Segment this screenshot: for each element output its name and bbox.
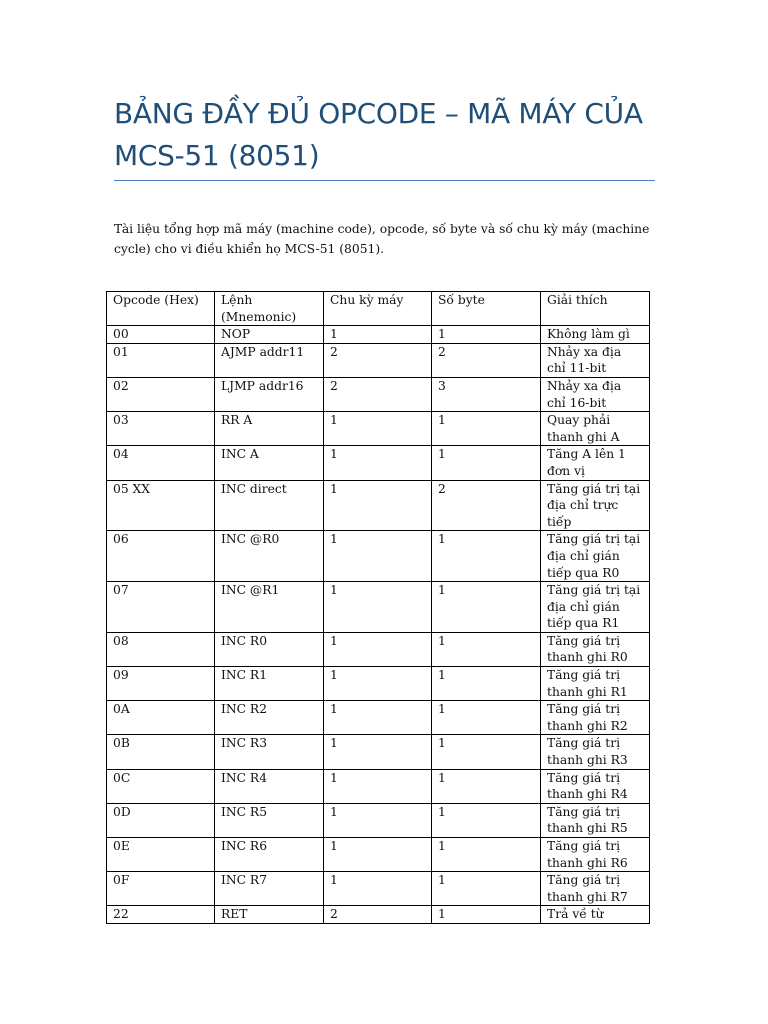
description-cell: Quay phải thanh ghi A [541,412,650,446]
opcode-cell: 03 [107,412,215,446]
opcode-cell: 05 XX [107,480,215,531]
bytes-cell: 1 [432,531,541,582]
description-cell: Tăng giá trị tại địa chỉ gián tiếp qua R1 [541,582,650,633]
cycles-cell: 1 [324,412,432,446]
description-cell: Tăng giá trị thanh ghi R7 [541,872,650,906]
cycles-cell: 2 [324,906,432,924]
mnemonic-cell: LJMP addr16 [215,377,324,411]
cycles-cell: 1 [324,838,432,872]
bytes-cell: 2 [432,480,541,531]
bytes-cell: 1 [432,701,541,735]
opcode-cell: 0C [107,769,215,803]
mnemonic-cell: INC A [215,446,324,480]
description-cell: Tăng giá trị thanh ghi R6 [541,838,650,872]
description-cell: Tăng giá trị thanh ghi R5 [541,803,650,837]
description-cell: Tăng giá trị thanh ghi R1 [541,667,650,701]
opcode-cell: 01 [107,343,215,377]
table-row [107,326,650,344]
table-row [107,446,650,480]
cycles-cell: 1 [324,480,432,531]
description-cell: Tăng A lên 1 đơn vị [541,446,650,480]
opcode-cell: 0B [107,735,215,769]
description-cell: Tăng giá trị thanh ghi R2 [541,701,650,735]
page-title: BẢNG ĐẦY ĐỦ OPCODE – MÃ MÁY CỦA MCS-51 (8051) [114,97,643,172]
cycles-cell: 1 [324,769,432,803]
mnemonic-cell: INC R5 [215,803,324,837]
description-cell: Tăng giá trị thanh ghi R4 [541,769,650,803]
opcode-cell: 00 [107,326,215,344]
bytes-cell: 1 [432,803,541,837]
description-cell: Không làm gì [541,326,650,344]
table-row [107,412,650,446]
description-cell: Nhảy xa địa chỉ 16-bit [541,377,650,411]
bytes-cell: 1 [432,582,541,633]
intro-paragraph: Tài liệu tổng hợp mã máy (machine code), opcode, số byte và số chu kỳ máy (machine cycle) cho vi điều khiển họ MCS-51 (8051). [114,222,650,256]
description-cell: Tăng giá trị thanh ghi R0 [541,632,650,666]
description-cell: Nhảy xa địa chỉ 11-bit [541,343,650,377]
description-cell: Tăng giá trị thanh ghi R3 [541,735,650,769]
cycles-cell: 2 [324,343,432,377]
table-row [107,701,650,735]
table-row [107,906,650,924]
description-cell: Trả về từ [541,906,650,924]
bytes-cell: 2 [432,343,541,377]
cycles-cell: 1 [324,582,432,633]
table-row [107,838,650,872]
mnemonic-cell: INC R4 [215,769,324,803]
description-cell: Tăng giá trị tại địa chỉ trực tiếp [541,480,650,531]
mnemonic-cell: INC R7 [215,872,324,906]
opcode-cell: 04 [107,446,215,480]
bytes-cell: 1 [432,838,541,872]
table-row [107,343,650,377]
cycles-cell: 1 [324,872,432,906]
cycles-cell: 1 [324,531,432,582]
opcode-cell: 0D [107,803,215,837]
bytes-cell: 1 [432,446,541,480]
table-row [107,582,650,633]
opcode-cell: 0E [107,838,215,872]
mnemonic-cell: RET [215,906,324,924]
table-row [107,769,650,803]
mnemonic-cell: INC R3 [215,735,324,769]
mnemonic-cell: INC R2 [215,701,324,735]
mnemonic-cell: INC R1 [215,667,324,701]
cycles-cell: 1 [324,446,432,480]
table-row [107,480,650,531]
opcode-table-body [107,326,650,924]
bytes-cell: 1 [432,906,541,924]
bytes-cell: 1 [432,769,541,803]
header-mnemonic: Lệnh (Mnemonic) [215,292,324,326]
opcode-table [106,291,650,924]
cycles-cell: 1 [324,735,432,769]
table-row [107,531,650,582]
mnemonic-cell: RR A [215,412,324,446]
description-cell: Tăng giá trị tại địa chỉ gián tiếp qua R0 [541,531,650,582]
opcode-cell: 22 [107,906,215,924]
mnemonic-cell: NOP [215,326,324,344]
table-row [107,872,650,906]
title-underline [114,180,655,181]
opcode-cell: 08 [107,632,215,666]
opcode-cell: 02 [107,377,215,411]
mnemonic-cell: INC @R0 [215,531,324,582]
header-opcode: Opcode (Hex) [107,292,215,326]
mnemonic-cell: INC R6 [215,838,324,872]
header-description: Giải thích [541,292,650,326]
opcode-cell: 0F [107,872,215,906]
mnemonic-cell: INC R0 [215,632,324,666]
table-row [107,377,650,411]
cycles-cell: 1 [324,667,432,701]
table-row [107,632,650,666]
bytes-cell: 1 [432,632,541,666]
opcode-cell: 0A [107,701,215,735]
opcode-cell: 06 [107,531,215,582]
header-machine-cycles: Chu kỳ máy [324,292,432,326]
table-row [107,735,650,769]
mnemonic-cell: INC direct [215,480,324,531]
bytes-cell: 3 [432,377,541,411]
cycles-cell: 1 [324,326,432,344]
opcode-cell: 09 [107,667,215,701]
cycles-cell: 1 [324,632,432,666]
bytes-cell: 1 [432,667,541,701]
bytes-cell: 1 [432,872,541,906]
table-header-row [107,292,650,326]
bytes-cell: 1 [432,412,541,446]
table-row [107,803,650,837]
mnemonic-cell: INC @R1 [215,582,324,633]
cycles-cell: 1 [324,701,432,735]
cycles-cell: 1 [324,803,432,837]
cycles-cell: 2 [324,377,432,411]
bytes-cell: 1 [432,326,541,344]
bytes-cell: 1 [432,735,541,769]
header-byte-count: Số byte [432,292,541,326]
table-row [107,667,650,701]
mnemonic-cell: AJMP addr11 [215,343,324,377]
opcode-cell: 07 [107,582,215,633]
